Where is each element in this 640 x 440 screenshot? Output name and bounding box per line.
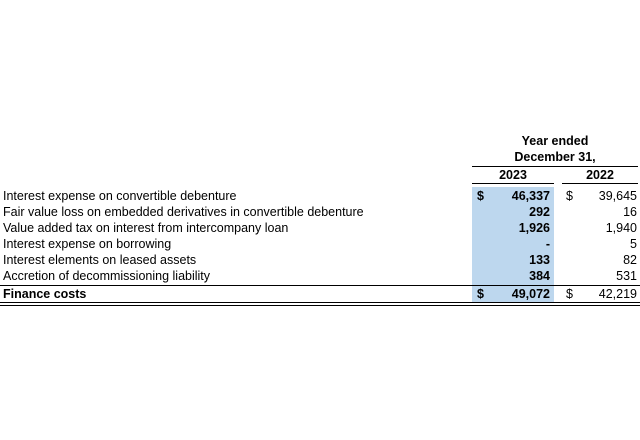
value-2022: 16: [623, 205, 637, 219]
value-2022: 5: [630, 237, 637, 251]
value-2022: 39,645: [598, 189, 637, 203]
value-2023: 46,337: [511, 189, 550, 203]
value-2022: 531: [616, 269, 637, 283]
table-row: [0, 220, 640, 236]
table-row: [0, 236, 640, 252]
value-2023: 1,926: [518, 221, 550, 235]
header-year-ended: Year ended: [521, 134, 589, 148]
value-2022: 1,940: [605, 221, 637, 235]
total-row: [0, 286, 640, 302]
value-2022: 82: [623, 253, 637, 267]
value-2023: 384: [529, 269, 550, 283]
column-header-2022: 2022: [562, 167, 638, 184]
table-row: [0, 188, 640, 204]
total-currency-2022: $: [566, 287, 573, 301]
column-header-2023: 2023: [472, 167, 554, 184]
row-label: Fair value loss on embedded derivatives in convertible debenture: [3, 205, 364, 219]
total-double-rule: [0, 302, 640, 306]
total-label: Finance costs: [3, 287, 87, 301]
total-currency-2023: $: [477, 287, 484, 301]
row-label: Value added tax on interest from intercompany loan: [3, 221, 289, 235]
table-row: [0, 252, 640, 268]
currency-2023: $: [477, 189, 484, 203]
table-row: [0, 268, 640, 284]
header-date: December 31,: [514, 150, 596, 164]
row-label: Interest expense on convertible debenture: [3, 189, 237, 203]
value-2023: 133: [529, 253, 550, 267]
value-2023: 292: [529, 205, 550, 219]
row-label: Interest elements on leased assets: [3, 253, 197, 267]
total-value-2023: 49,072: [511, 287, 550, 301]
currency-2022: $: [566, 189, 573, 203]
total-value-2022: 42,219: [598, 287, 637, 301]
value-2023: -: [545, 237, 550, 251]
row-label: Interest expense on borrowing: [3, 237, 172, 251]
row-label: Accretion of decommissioning liability: [3, 269, 211, 283]
table-row: [0, 204, 640, 220]
